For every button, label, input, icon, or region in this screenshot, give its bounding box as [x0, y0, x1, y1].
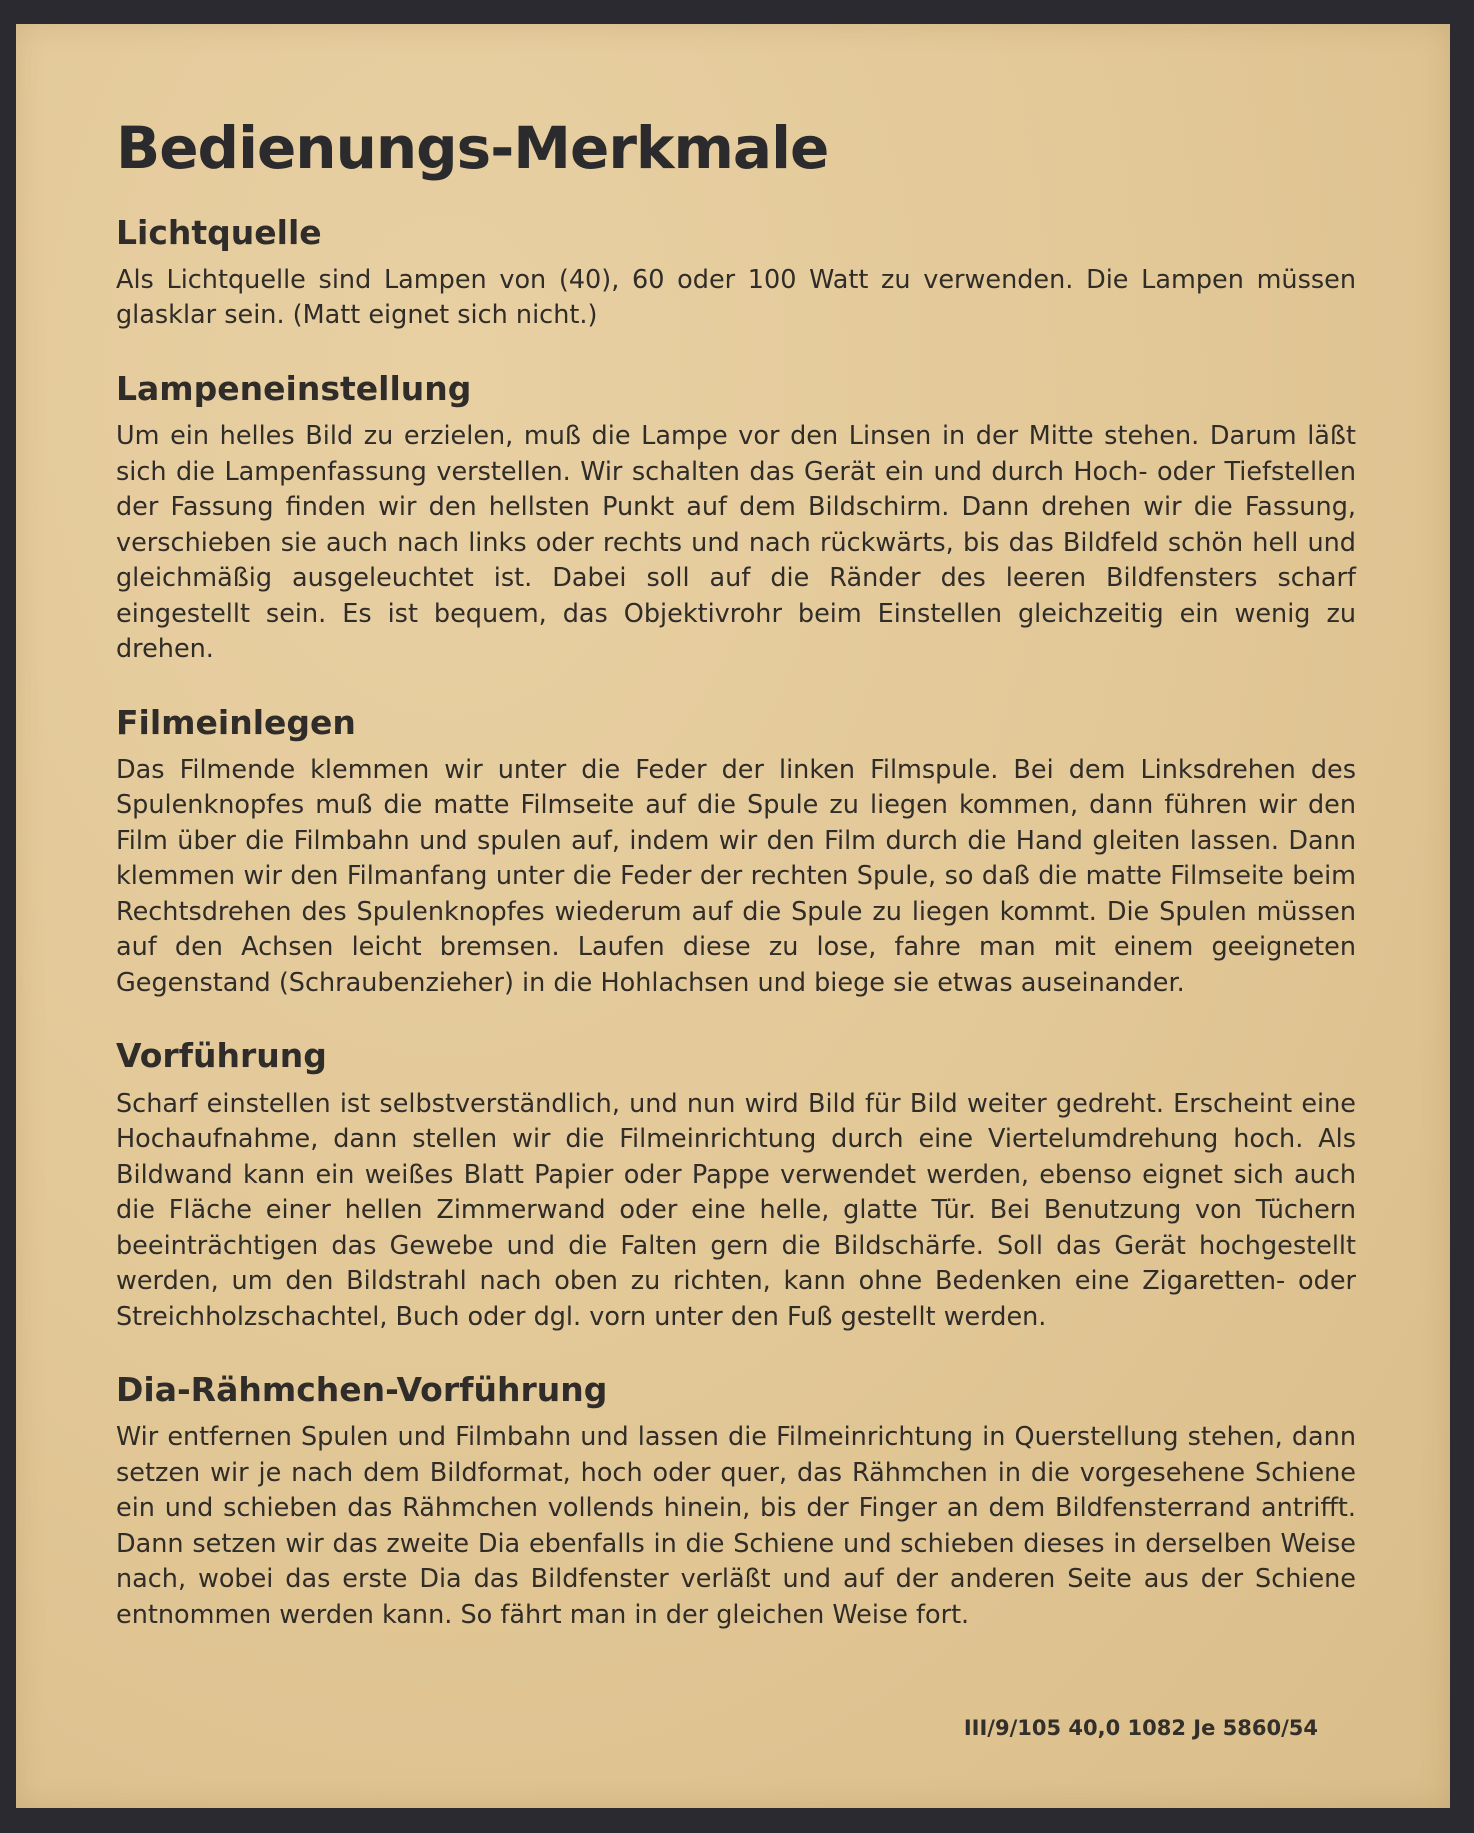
section-heading: Lichtquelle: [116, 212, 322, 252]
section-heading: Lampeneinstellung: [116, 368, 472, 408]
document-content: [116, 114, 1356, 1667]
section-heading: Filmeinlegen: [116, 702, 356, 742]
section-body: Wir entfernen Spulen und Filmbahn und lassen die Filmeinrichtung in Querstellung stehen, dann setzen wir je nach dem Bildformat, hoch oder quer, das Rähmchen in die vorgesehene Schiene ein und schieben das Rähmchen vollends hinein, bis der Finger an dem Bildfensterrand antrifft. Dann setzen wir das zweite Dia ebenfalls in die Schiene und schieben dieses in derselben Weise nach, wobei das erste Dia das Bildfenster verläßt und auf der anderen Seite aus der Schiene entnommen werden kann. So fährt man in der gleichen Weise fort.: [116, 1422, 1356, 1630]
section-vorfuehrung: [116, 1035, 1356, 1335]
section-filmeinlegen: [116, 702, 1356, 1002]
section-dia-raehmchen-vorfuehrung: [116, 1369, 1356, 1633]
page-title: Bedienungs-Merkmale: [116, 114, 829, 182]
document-sheet: [16, 24, 1450, 1808]
section-heading: Dia-Rähmchen-Vorführung: [116, 1370, 608, 1410]
section-lichtquelle: [116, 212, 1356, 334]
section-body: Als Lichtquelle sind Lampen von (40), 60 oder 100 Watt zu verwenden. Die Lampen müssen glasklar sein. (Matt eignet sich nicht.): [116, 264, 1356, 331]
section-body: Das Filmende klemmen wir unter die Feder der linken Filmspule. Bei dem Linksdrehen des Spulenknopfes muß die matte Filmseite auf die Spule zu liegen kommen, dann führen wir den Film über die Filmbahn und spulen auf, indem wir den Film durch die Hand gleiten lassen. Dann klemmen wir den Filmanfang unter die Feder der rechten Spule, so daß die matte Filmseite beim Rechtsdrehen des Spulenknopfes wiederum auf die Spule zu liegen kommt. Die Spulen müssen auf den Achsen leicht bremsen. Laufen diese zu lose, fahre man mit einem geeigneten Gegenstand (Schraubenzieher) in die Hohlachsen und biege sie etwas auseinander.: [116, 754, 1356, 998]
section-body: Scharf einstellen ist selbstverständlich, und nun wird Bild für Bild weiter gedreht. Erscheint eine Hochaufnahme, dann stellen wir die Filmeinrichtung durch eine Viertelumdrehung hoch. Als Bildwand kann ein weißes Blatt Papier oder Pappe verwendet werden, ebenso eignet sich auch die Fläche einer hellen Zimmerwand oder eine helle, glatte Tür. Bei Benutzung von Tüchern beeinträchtigen das Gewebe und die Falten gern die Bildschärfe. Soll das Gerät hochgestellt werden, um den Bildstrahl nach oben zu richten, kann ohne Bedenken eine Zigaretten- oder Streichholzschachtel, Buch oder dgl. vorn unter den Fuß gestellt werden.: [116, 1088, 1356, 1332]
section-body: Um ein helles Bild zu erzielen, muß die Lampe vor den Linsen in der Mitte stehen. Darum läßt sich die Lampenfassung verstellen. Wir schalten das Gerät ein und durch Hoch- oder Tiefstellen der Fassung finden wir den hellsten Punkt auf dem Bildschirm. Dann drehen wir die Fassung, verschieben sie auch nach links oder rechts und nach rückwärts, bis das Bildfeld schön hell und gleichmäßig ausgeleuchtet ist. Dabei soll auf die Ränder des leeren Bildfensters scharf eingestellt sein. Es ist bequem, das Objektivrohr beim Einstellen gleichzeitig ein wenig zu drehen.: [116, 421, 1356, 665]
section-heading: Vorführung: [116, 1036, 327, 1076]
print-code: III/9/105 40,0 1082 Je 5860/54: [963, 1716, 1318, 1740]
section-lampeneinstellung: [116, 368, 1356, 668]
